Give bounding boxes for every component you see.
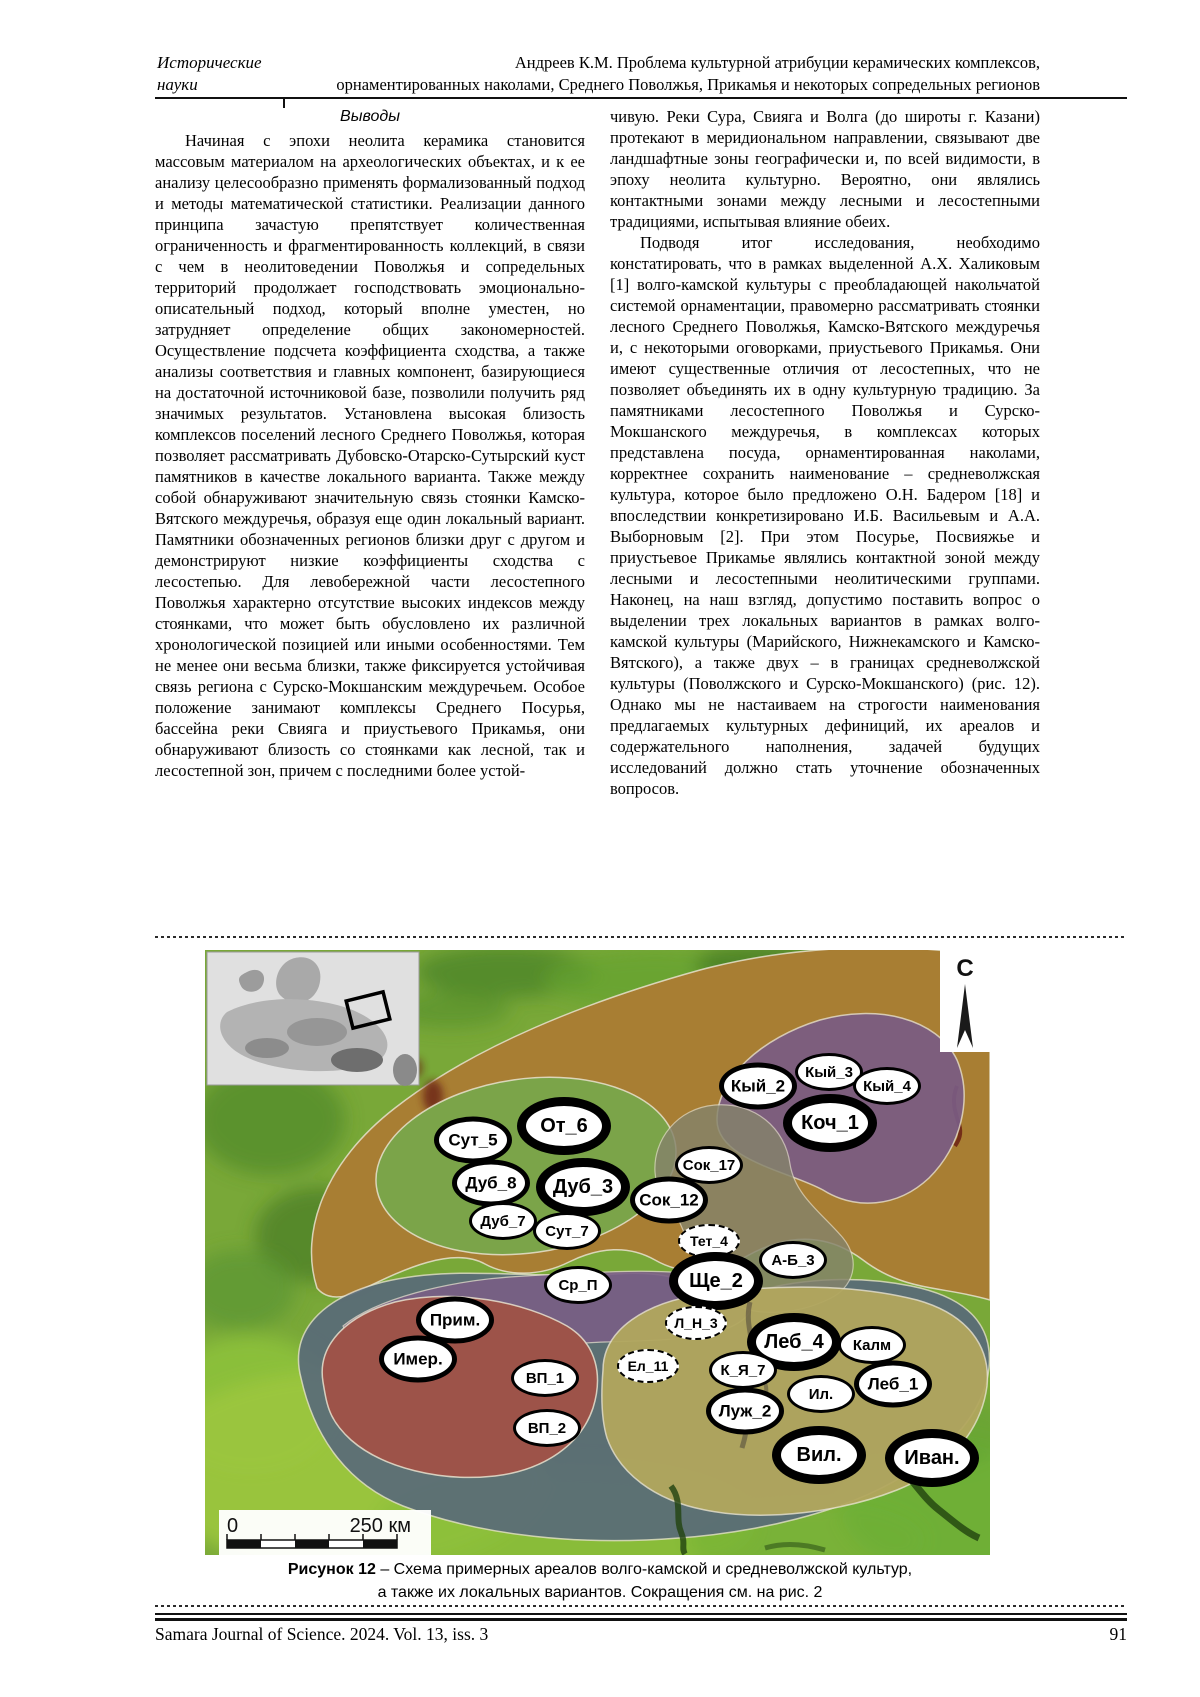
site-marker-Тет_4: Тет_4	[678, 1224, 740, 1258]
site-marker-ВП_1: ВП_1	[511, 1359, 579, 1397]
site-marker-Л_Н_3: Л_Н_3	[665, 1306, 727, 1340]
scale-end-label: 250 км	[349, 1515, 411, 1537]
figure-caption-line1	[0, 1558, 1200, 1581]
site-marker-Дуб_3: Дуб_3	[536, 1158, 630, 1216]
site-marker-Коч_1: Коч_1	[783, 1094, 877, 1152]
footer-dashed-separator	[155, 1605, 1127, 1607]
site-marker-Ил.: Ил.	[787, 1375, 855, 1413]
conclusions-heading: Выводы	[340, 108, 400, 125]
header-rule	[155, 97, 1127, 99]
site-marker-Дуб_7: Дуб_7	[469, 1202, 537, 1240]
site-marker-Кый_4: Кый_4	[853, 1067, 921, 1105]
page-footer	[155, 1624, 1127, 1645]
site-marker-Сут_7: Сут_7	[533, 1212, 601, 1250]
figure-caption-number: Рисунок 12	[287, 1561, 376, 1578]
site-marker-Луж_2: Луж_2	[706, 1388, 784, 1435]
site-marker-Ел_11: Ел_11	[617, 1349, 679, 1383]
running-title-line2: орнаментированных наколами, Среднего Поволжья, Прикамья и некоторых сопредельных регионов	[336, 75, 1040, 94]
site-marker-Кый_3: Кый_3	[795, 1053, 863, 1091]
figure-map	[205, 950, 990, 1555]
site-marker-Вил.: Вил.	[772, 1426, 866, 1484]
site-marker-Кый_2: Кый_2	[719, 1063, 797, 1110]
site-marker-Ср_П: Ср_П	[544, 1266, 612, 1304]
figure-top-separator	[155, 936, 1127, 938]
figure-caption	[0, 1558, 1200, 1604]
site-marker-Имер.: Имер.	[379, 1336, 457, 1383]
site-marker-Калм: Калм	[838, 1326, 906, 1364]
compass-north-label: С	[956, 955, 974, 982]
right-column-paragraph-2: Подводя итог исследования, необходимо констатировать, что в рамках выделенной А.Х. Халиковым [1] волго-камской культуры с преобладающей накольчатой системой орнаментации, правомерно рассматривать стоянки лесного Среднего Поволжья, Камско-Вятского междуречья и, с некоторыми оговорками, приустьевого Прикамья. Они имеют существенные отличия от лесостепных, что не позволяет объединять их в одну культурную традицию. За памятниками лесостепного Поволжья и Сурско-Мокшанского междуречья, в комплексах которых представлена посуда, орнаментированная наколами, корректнее сохранить наименование – средневолжская культура, которое было предложено О.Н. Бадером [18] и впоследствии конкретизировано И.Б. Васильевым и А.А. Выборновым [2]. При этом Посурье, Посвияжье и приустьевое Прикамье являлись контактной зоной между лесными и лесостепными неолитическими группами. Наконец, на наш взгляд, допустимо поставить вопрос о выделении трех локальных вариантов в рамках волго-камской культуры (Марийского, Нижнекамского и Камско-Вятского), а также двух – в границах средневолжской культуры (Поволжского и Сурско-Мокшанского) (рис. 12). Однако мы не настаиваем на строгости наименования предлагаемых культурных дефиниций, их ареалов и содержательного наполнения, задачей будущих исследований должно стать уточнение обозначенных вопросов.	[610, 233, 1040, 798]
running-title-line1: Андреев К.М. Проблема культурной атрибуции керамических комплексов,	[514, 53, 1040, 72]
running-title	[300, 52, 1040, 96]
site-marker-Иван.: Иван.	[885, 1429, 979, 1487]
site-marker-ВП_2: ВП_2	[513, 1409, 581, 1447]
site-marker-К_Я_7: К_Я_7	[709, 1351, 777, 1389]
figure-caption-line2: а также их локальных вариантов. Сокращения см. на рис. 2	[377, 1584, 823, 1601]
page-number: 91	[1109, 1624, 1127, 1644]
site-marker-От_6: От_6	[517, 1097, 611, 1155]
site-marker-Дуб_8: Дуб_8	[452, 1160, 530, 1207]
site-marker-Сут_5: Сут_5	[434, 1117, 512, 1164]
site-marker-Сок_17: Сок_17	[675, 1146, 743, 1184]
scale-start-label: 0	[227, 1515, 239, 1537]
site-marker-Леб_4: Леб_4	[747, 1313, 841, 1371]
site-marker-А-Б_3: А-Б_3	[759, 1241, 827, 1279]
figure-caption-text: – Схема примерных ареалов волго-камской и средневолжской культур,	[375, 1561, 913, 1578]
site-marker-Сок_12: Сок_12	[630, 1177, 708, 1224]
journal-name: Samara Journal of Science. 2024. Vol. 13, iss. 3	[155, 1624, 489, 1644]
section-label-line1: Исторические	[157, 53, 262, 72]
footer-double-rule	[155, 1613, 1127, 1621]
left-column-paragraph: Начиная с эпохи неолита керамика становится массовым материалом на археологических объектах, и к ее анализу целесообразно применять формализованный подход и методы математической статистики. Реализации данного принципа зачастую препятствует количественная ограниченность и фрагментированность коллекций, в связи с чем в неолитоведении Поволжья и сопредельных территорий продолжает господствовать эмоционально-описательный подход, который вполне уместен, но затрудняет определение общих закономерностей. Осуществление подсчета коэффициента сходства, а также анализы соответствия и главных компонент, базирующиеся на достаточной источниковой базе, позволили получить ряд значимых результатов. Установлена высокая близость комплексов поселений лесного Среднего Поволжья, которая позволяет рассматривать Дубовско-Отарско-Сутырский куст памятников в качестве локального варианта. Также между собой обнаруживают значительную связь стоянки Камско-Вятского междуречья, образуя еще один локальный вариант. Памятники обозначенных регионов близки друг с другом и демонстрируют низкие коэффициенты сходства с лесостепью. Для левобережной части лесостепного Поволжья характерно отсутствие высоких индексов между стоянками, что может быть обусловлено их различной хронологической позицией или иными особенностями. Тем не менее они весьма близки, также фиксируется устойчивая связь региона с Сурско-Мокшанским междуречьем. Особое положение занимают комплексы Среднего Посурья, бассейна реки Свияга и приустьевого Прикамья, они обнаруживают близость со стоянками как лесной, так и лесостепной зон, причем с последними более устой-	[155, 131, 585, 780]
right-column	[610, 106, 1040, 799]
site-markers-layer	[205, 950, 990, 1555]
site-marker-Прим.: Прим.	[416, 1297, 494, 1344]
site-marker-Ще_2: Ще_2	[669, 1252, 763, 1310]
site-marker-Леб_1: Леб_1	[854, 1361, 932, 1408]
left-column	[155, 106, 585, 781]
section-label-line2: науки	[157, 75, 198, 94]
section-label	[157, 52, 262, 96]
right-column-paragraph-1: чивую. Реки Сура, Свияга и Волга (до широты г. Казани) протекают в меридиональном направлении, связывают две ландшафтные зоны географически и, по всей видимости, в эпоху неолита культурно. Вероятно, они являлись контактными зонами между лесными и лесостепными традициями, испытывая влияние обеих.	[610, 107, 1040, 231]
